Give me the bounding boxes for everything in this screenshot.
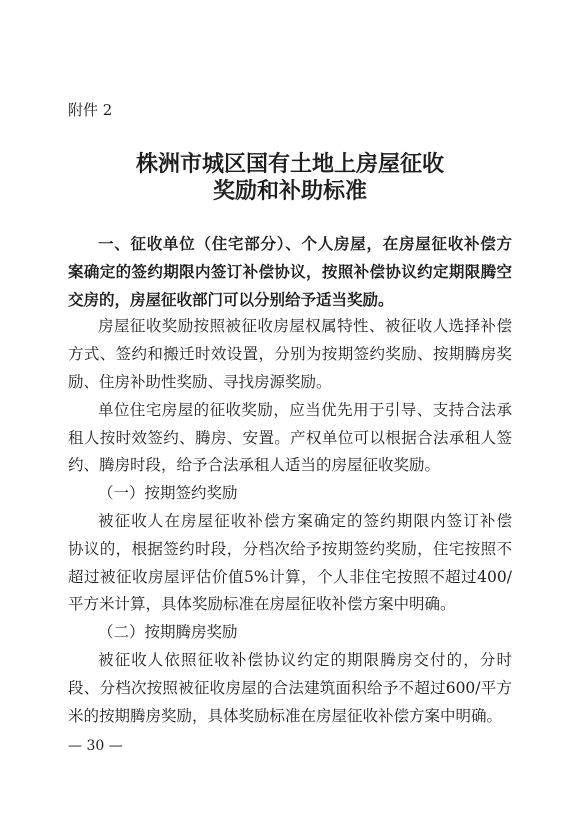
paragraph-2 xyxy=(68,313,512,396)
paragraph-line: 段、分档次按照被征收房屋的合法建筑面积给予不超过600/平方 xyxy=(68,678,512,697)
paragraph-line: 超过被征收房屋评估价值5%计算，个人非住宅按照不超过400/ xyxy=(68,567,512,586)
paragraph-5 xyxy=(68,647,512,730)
paragraph-line: 房屋征收奖励按照被征收房屋权属特性、被征收人选择补偿 xyxy=(98,317,512,336)
section-heading-2: （二）按期腾房奖励 xyxy=(98,623,238,642)
paragraph-line: 米的按期腾房奖励，具体奖励标准在房屋征收补偿方案中明确。 xyxy=(68,706,503,725)
paragraph-line: 约、腾房时段，给予合法承租人适当的房屋征收奖励。 xyxy=(68,456,441,475)
paragraph-1 xyxy=(68,230,512,313)
paragraph-line: 案确定的签约期限内签订补偿协议，按照补偿协议约定期限腾空 xyxy=(68,261,512,281)
document-title xyxy=(0,151,580,205)
document-body xyxy=(68,230,512,730)
paragraph-line: 励、住房补助性奖励、寻找房源奖励。 xyxy=(68,372,332,391)
paragraph-4 xyxy=(68,508,512,619)
annex-label: 附件 2 xyxy=(68,101,113,119)
paragraph-line: 单位住宅房屋的征收奖励，应当优先用于引导、支持合法承 xyxy=(98,400,512,419)
paragraph-line: 被征收人依照征收补偿协议约定的期限腾房交付的，分时 xyxy=(98,650,512,669)
paragraph-line: 被征收人在房屋征收补偿方案确定的签约期限内签订补偿 xyxy=(98,511,512,530)
page-number: — 30 — xyxy=(68,738,123,754)
title-line-1: 株洲市城区国有土地上房屋征收 xyxy=(135,151,444,177)
paragraph-line: 交房的，房屋征收部门可以分别给予适当奖励。 xyxy=(68,289,394,309)
paragraph-3 xyxy=(68,397,512,480)
section-heading-1: （一）按期签约奖励 xyxy=(98,484,238,503)
paragraph-line: 协议的，根据签约时段，分档次给予按期签约奖励，住宅按照不 xyxy=(68,539,512,558)
paragraph-line: 平方米计算，具体奖励标准在房屋征收补偿方案中明确。 xyxy=(68,595,456,614)
paragraph-line: 租人按时效签约、腾房、安置。产权单位可以根据合法承租人签 xyxy=(68,428,512,447)
title-line-2: 奖励和补助标准 xyxy=(212,178,367,204)
paragraph-line: 方式、签约和搬迁时效设置，分别为按期签约奖励、按期腾房奖 xyxy=(68,345,512,364)
paragraph-line: 一、征收单位（住宅部分）、个人房屋，在房屋征收补偿方 xyxy=(98,234,512,253)
